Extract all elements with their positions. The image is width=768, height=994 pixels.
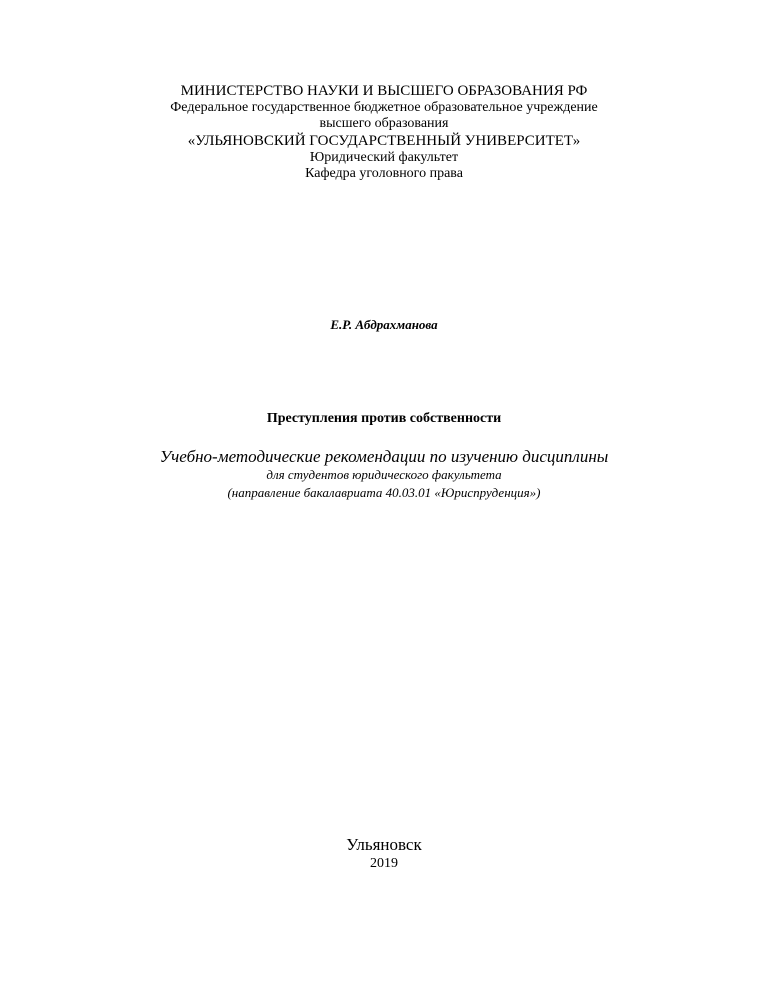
- institution-type: Федеральное государственное бюджетное образовательное учреждение: [170, 100, 598, 115]
- university-name: «УЛЬЯНОВСКИЙ ГОСУДАРСТВЕННЫЙ УНИВЕРСИТЕТ»: [187, 133, 581, 149]
- subtitle-line-2: для студентов юридического факультета: [266, 467, 502, 482]
- department-name: Кафедра уголовного права: [305, 166, 463, 181]
- author-name: Е.Р. Абдрахманова: [330, 317, 438, 332]
- subtitle-line-1: Учебно-методические рекомендации по изучению дисциплины: [159, 447, 609, 466]
- publication-city: Ульяновск: [346, 835, 422, 854]
- education-level: высшего образования: [319, 116, 449, 131]
- faculty-name: Юридический факультет: [309, 150, 459, 165]
- ministry-heading: МИНИСТЕРСТВО НАУКИ И ВЫСШЕГО ОБРАЗОВАНИЯ РФ: [180, 83, 588, 99]
- document-title: Преступления против собственности: [266, 411, 502, 426]
- subtitle-line-3: (направление бакалавриата 40.03.01 «Юриспруденция»): [227, 485, 541, 500]
- publication-year: 2019: [370, 856, 398, 871]
